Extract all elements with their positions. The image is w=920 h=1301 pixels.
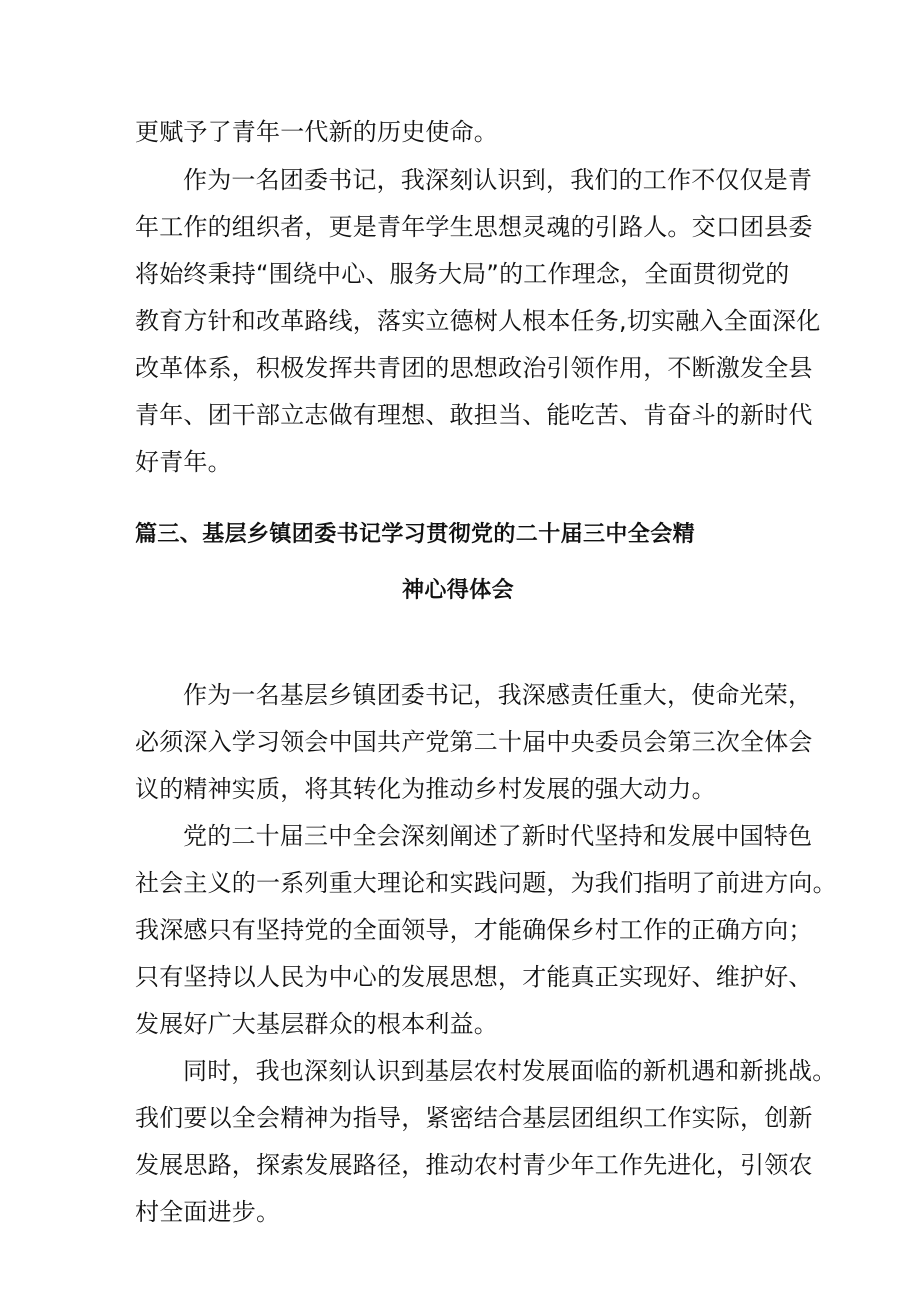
text-line: 改革体系，积极发挥共青团的思想政治引领作用，不断激发全县 — [135, 354, 813, 382]
paragraph-first-line: 作为一名基层乡镇团委书记，我深感责任重大，使命光荣， — [183, 681, 813, 709]
text-line: 教育方针和改革路线，落实立德树人根本任务,切实融入全面深化 — [135, 307, 821, 335]
text-line: 发展好广大基层群众的根本利益。 — [135, 1010, 498, 1038]
text-line: 必须深入学习领会中国共产党第二十届中央委员会第三次全体会 — [135, 728, 813, 756]
text-line: 我们要以全会精神为指导，紧密结合基层团组织工作实际，创新 — [135, 1104, 813, 1132]
text-line: 青年、团干部立志做有理想、敢担当、能吃苦、肯奋斗的新时代 — [135, 401, 813, 429]
text-line: 只有坚持以人民为中心的发展思想，才能真正实现好、维护好、 — [135, 963, 813, 991]
paragraph-first-line: 同时，我也深刻认识到基层农村发展面临的新机遇和新挑战。 — [183, 1057, 837, 1085]
text-line: 议的精神实质，将其转化为推动乡村发展的强大动力。 — [135, 775, 716, 803]
paragraph-first-line: 党的二十届三中全会深刻阐述了新时代坚持和发展中国特色 — [183, 822, 813, 850]
text-line: 更赋予了青年一代新的历史使命。 — [135, 118, 498, 146]
heading-line-1: 篇三、基层乡镇团委书记学习贯彻党的二十届三中全会精 — [135, 522, 696, 547]
text-line: 我深感只有坚持党的全面领导，才能确保乡村工作的正确方向； — [135, 916, 813, 944]
text-line: 社会主义的一系列重大理论和实践问题，为我们指明了前进方向。 — [135, 869, 837, 897]
text-line: 将始终秉持“围绕中心、服务大局”的工作理念，全面贯彻党的 — [135, 260, 790, 288]
text-line: 年工作的组织者，更是青年学生思想灵魂的引路人。交口团县委 — [135, 213, 813, 241]
text-line: 村全面进步。 — [135, 1198, 281, 1226]
text-line: 好青年。 — [135, 448, 232, 476]
text-line: 发展思路，探索发展路径，推动农村青少年工作先进化，引领农 — [135, 1151, 813, 1179]
heading-line-2: 神心得体会 — [402, 578, 515, 603]
paragraph-first-line: 作为一名团委书记，我深刻认识到，我们的工作不仅仅是青 — [183, 166, 813, 194]
